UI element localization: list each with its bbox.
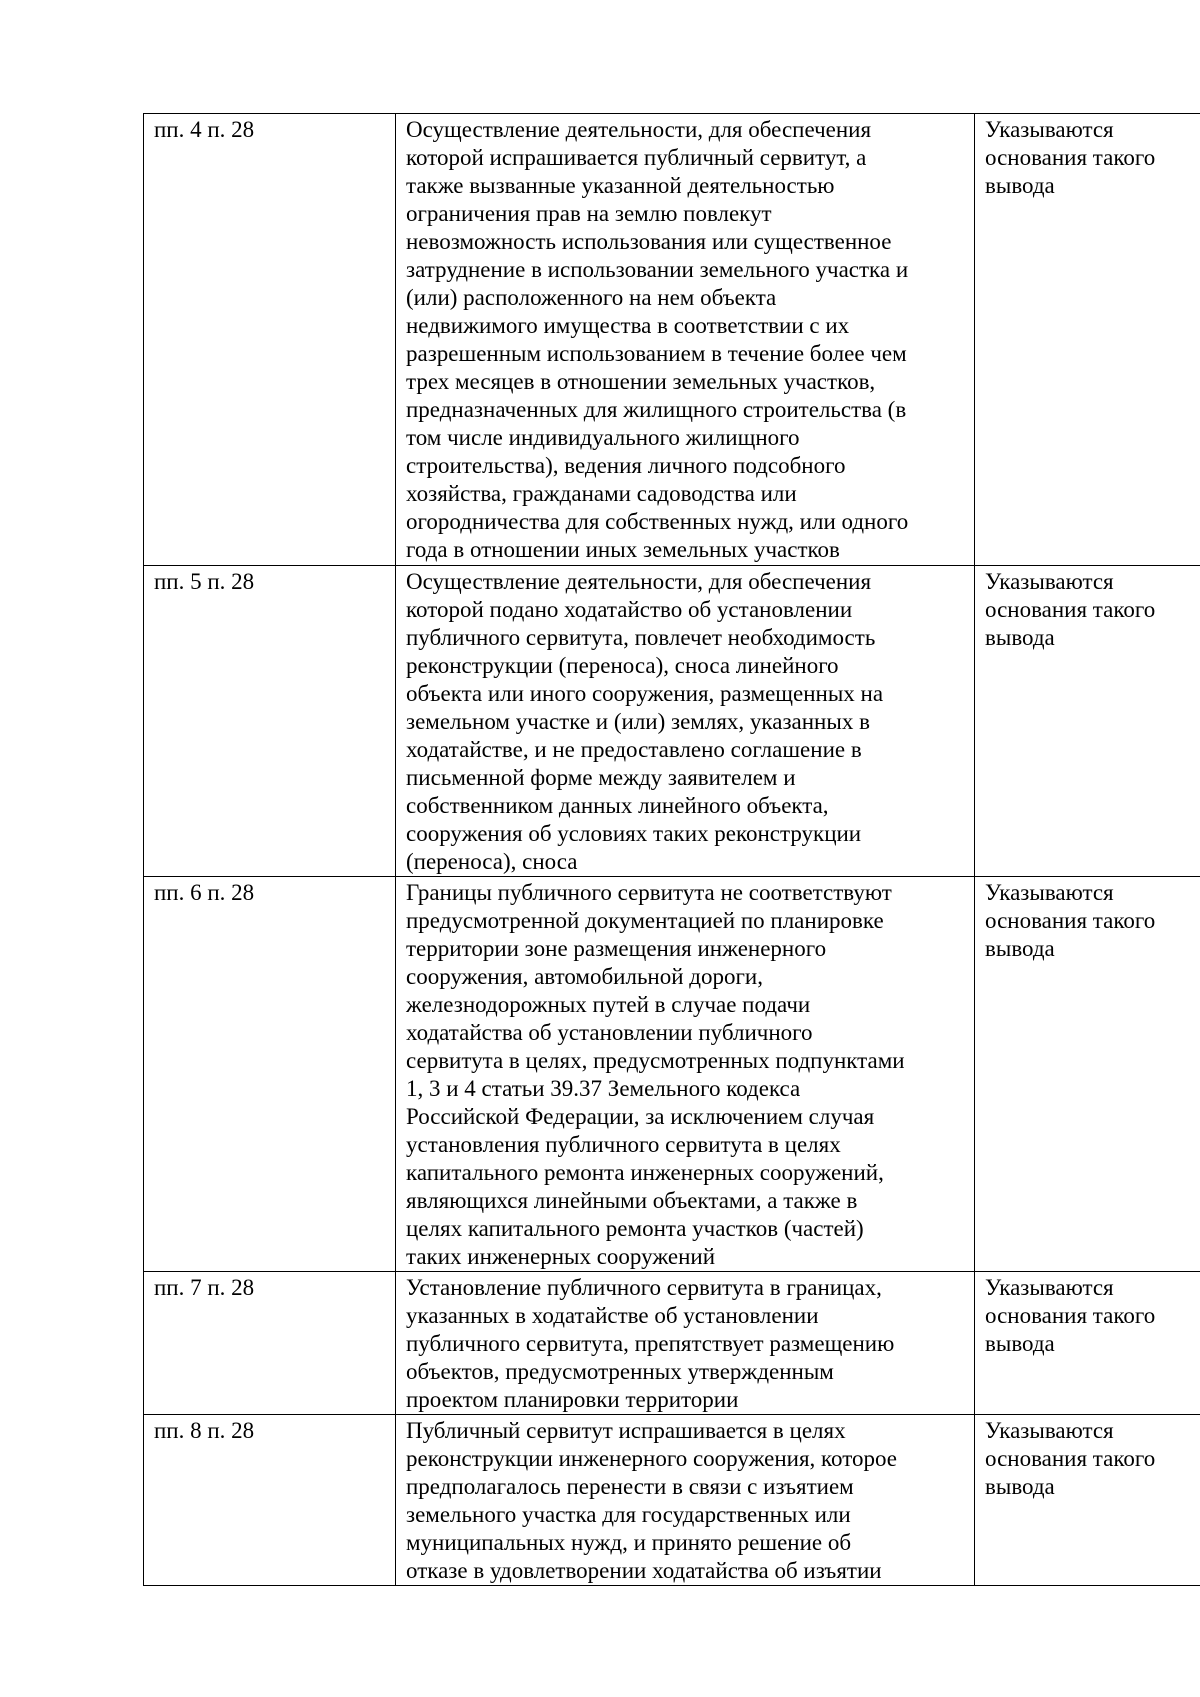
note-line: вывода [985,173,1055,198]
description-line: недвижимого имущества в соответствии с их [406,313,850,338]
description-line: Установление публичного сервитута в границах, [406,1275,882,1300]
description-line: (переноса), сноса [406,849,578,874]
description-line: ходатайстве, и не предоставлено соглашение в [406,737,862,762]
description-line: Российской Федерации, за исключением случая [406,1104,875,1129]
description-line: которой испрашивается публичный сервитут, а [406,145,867,170]
grounds-table [143,113,1200,1586]
ground-description-cell [396,114,975,566]
note-line: Указываются [985,117,1114,142]
description-line: отказе в удовлетворении ходатайства об изъятии [406,1558,882,1583]
description-line: объектов, предусмотренных утвержденным [406,1359,834,1384]
note-line: вывода [985,1331,1055,1356]
note-line: основания такого [985,145,1156,170]
description-line: Границы публичного сервитута не соответствуют [406,880,892,905]
description-line: Осуществление деятельности, для обеспечения [406,569,872,594]
description-line: собственником данных линейного объекта, [406,793,829,818]
explanation-note-cell [975,114,1200,566]
note-line: Указываются [985,569,1114,594]
description-line: ограничения прав на землю повлекут [406,201,772,226]
description-line: затруднение в использовании земельного участка и [406,257,909,282]
clause-reference-cell: пп. 7 п. 28 [144,1272,396,1415]
description-line: письменной форме между заявителем и [406,765,796,790]
note-line: основания такого [985,597,1156,622]
description-line: указанных в ходатайстве об установлении [406,1303,819,1328]
description-line: железнодорожных путей в случае подачи [406,992,811,1017]
note-line: Указываются [985,1275,1114,1300]
clause-reference-cell: пп. 5 п. 28 [144,566,396,877]
description-line: предполагалось перенести в связи с изъятием [406,1474,854,1499]
description-line: публичного сервитута, повлечет необходимость [406,625,876,650]
note-line: Указываются [985,880,1114,905]
table-row [144,877,1200,1272]
description-line: публичного сервитута, препятствует размещению [406,1331,895,1356]
description-line: объекта или иного сооружения, размещенных на [406,681,884,706]
description-line: также вызванные указанной деятельностью [406,173,835,198]
table-row [144,114,1200,566]
note-line: основания такого [985,1303,1156,1328]
table-row [144,566,1200,877]
description-line: разрешенным использованием в течение более чем [406,341,907,366]
description-line: являющихся линейными объектами, а также в [406,1188,858,1213]
description-line: реконструкции инженерного сооружения, которое [406,1446,897,1471]
note-line: Указываются [985,1418,1114,1443]
description-line: 1, 3 и 4 статьи 39.37 Земельного кодекса [406,1076,801,1101]
description-line: ходатайства об установлении публичного [406,1020,813,1045]
explanation-note-cell [975,1272,1200,1415]
description-line: целях капитального ремонта участков (частей) [406,1216,864,1241]
description-line: сервитута в целях, предусмотренных подпунктами [406,1048,905,1073]
ground-description-cell [396,1272,975,1415]
explanation-note-cell [975,566,1200,877]
description-line: хозяйства, гражданами садоводства или [406,481,797,506]
description-line: Осуществление деятельности, для обеспечения [406,117,872,142]
description-line: предназначенных для жилищного строительства (в [406,397,907,422]
description-line: проектом планировки территории [406,1387,739,1412]
explanation-note-cell [975,877,1200,1272]
clause-reference-cell: пп. 8 п. 28 [144,1415,396,1586]
description-line: трех месяцев в отношении земельных участков, [406,369,876,394]
description-line: Публичный сервитут испрашивается в целях [406,1418,846,1443]
description-line: предусмотренной документацией по планировке [406,908,884,933]
explanation-note-cell [975,1415,1200,1586]
description-line: года в отношении иных земельных участков [406,537,840,562]
note-line: основания такого [985,908,1156,933]
description-line: земельного участка для государственных или [406,1502,851,1527]
description-line: таких инженерных сооружений [406,1244,716,1269]
ground-description-cell [396,566,975,877]
description-line: огородничества для собственных нужд, или одного [406,509,909,534]
description-line: земельном участке и (или) землях, указанных в [406,709,870,734]
description-line: том числе индивидуального жилищного [406,425,800,450]
ground-description-cell [396,1415,975,1586]
description-line: территории зоне размещения инженерного [406,936,827,961]
description-line: муниципальных нужд, и принято решение об [406,1530,852,1555]
description-line: строительства), ведения личного подсобного [406,453,846,478]
description-line: которой подано ходатайство об установлении [406,597,853,622]
description-line: установления публичного сервитута в целях [406,1132,841,1157]
table-row [144,1272,1200,1415]
clause-reference-cell: пп. 6 п. 28 [144,877,396,1272]
table-row [144,1415,1200,1586]
note-line: вывода [985,1474,1055,1499]
description-line: сооружения об условиях таких реконструкции [406,821,862,846]
description-line: (или) расположенного на нем объекта [406,285,777,310]
description-line: сооружения, автомобильной дороги, [406,964,763,989]
note-line: основания такого [985,1446,1156,1471]
note-line: вывода [985,936,1055,961]
grounds-table-body [144,114,1200,1586]
description-line: реконструкции (переноса), сноса линейного [406,653,839,678]
note-line: вывода [985,625,1055,650]
clause-reference-cell: пп. 4 п. 28 [144,114,396,566]
ground-description-cell [396,877,975,1272]
description-line: капитального ремонта инженерных сооружений, [406,1160,884,1185]
description-line: невозможность использования или существенное [406,229,892,254]
